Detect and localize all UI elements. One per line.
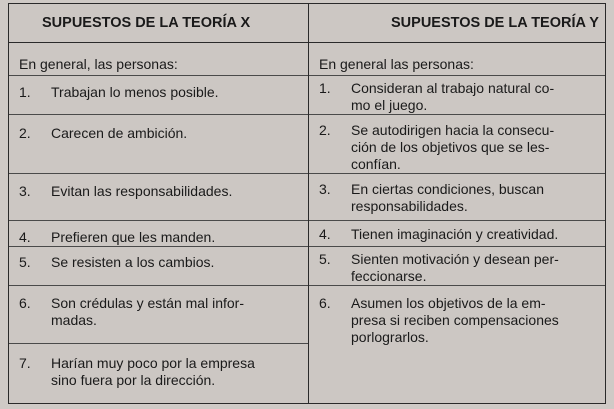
item-number: 6.	[319, 295, 331, 311]
row-divider	[309, 114, 605, 115]
item-number: 6.	[19, 295, 31, 311]
item-number: 1.	[319, 80, 331, 96]
item-text: Carecen de ambición.	[51, 125, 188, 141]
item-text: Prefieren que les manden.	[51, 229, 216, 245]
row-divider	[9, 246, 308, 247]
item-number: 5.	[19, 254, 31, 270]
item-text: Consideran al trabajo natural co- mo el juego.	[351, 80, 555, 113]
theory-y-column	[309, 4, 605, 403]
item-number: 5.	[319, 251, 331, 267]
item-number: 4.	[319, 226, 331, 242]
item-number: 7.	[19, 355, 31, 371]
item-number: 1.	[19, 84, 31, 100]
item-text: En ciertas condiciones, buscan responsabilidades.	[351, 181, 544, 214]
theory-x-intro: En general, las personas:	[19, 56, 178, 72]
item-text: Tienen imaginación y creatividad.	[351, 226, 559, 242]
row-divider	[9, 285, 308, 286]
row-divider	[9, 75, 308, 76]
item-text: Se autodirigen hacia la consecu- ción de los objetivos que se les- confían.	[351, 122, 555, 172]
row-divider	[9, 343, 308, 344]
item-text: Trabajan lo menos posible.	[51, 84, 219, 100]
item-number: 3.	[319, 181, 331, 197]
row-divider	[9, 173, 308, 174]
item-number: 2.	[319, 122, 331, 138]
item-text: Asumen los objetivos de la em- presa si reciben compensaciones porlograrlos.	[351, 295, 559, 345]
row-divider	[9, 114, 308, 115]
row-divider	[309, 173, 605, 174]
theory-comparison-table	[8, 3, 606, 404]
theory-y-header: SUPUESTOS DE LA TEORÍA Y	[309, 4, 605, 43]
row-divider	[309, 220, 605, 221]
item-text: Se resisten a los cambios.	[51, 254, 215, 270]
row-divider	[9, 220, 308, 221]
item-text: Sienten motivación y desean per- feccionarse.	[351, 251, 559, 284]
row-divider	[309, 285, 605, 286]
item-number: 2.	[19, 125, 31, 141]
row-divider	[309, 75, 605, 76]
row-divider	[309, 246, 605, 247]
item-text: Son crédulas y están mal infor- madas.	[51, 295, 244, 328]
theory-x-column	[9, 4, 309, 403]
item-number: 4.	[19, 229, 31, 245]
theory-x-header: SUPUESTOS DE LA TEORÍA X	[9, 4, 308, 43]
item-text: Harían muy poco por la empresa sino fuera por la dirección.	[51, 355, 255, 388]
theory-y-intro: En general las personas:	[319, 56, 474, 72]
item-number: 3.	[19, 183, 31, 199]
item-text: Evitan las responsabilidades.	[51, 183, 233, 199]
